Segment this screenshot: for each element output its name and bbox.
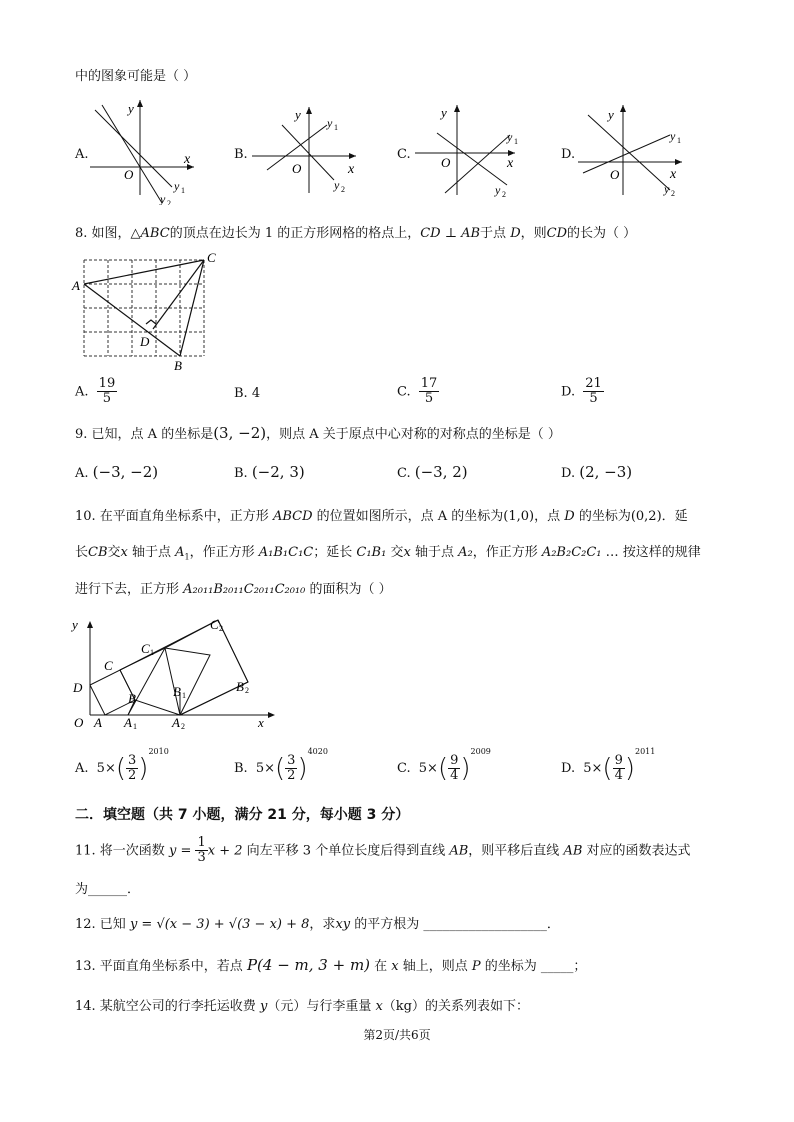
q10-label-b1: B — [173, 684, 181, 699]
q7-graph-b — [252, 95, 362, 205]
q9-option-c: C. (−3, 2) — [397, 463, 468, 481]
q7d-origin: O — [610, 167, 620, 182]
q10-option-d: D. 5×( $\frac{9}{4}$ )$^{2011}$ — [561, 747, 656, 784]
q7b-origin: O — [292, 161, 302, 176]
q10-label-c: C — [104, 658, 113, 673]
q7-option-a-label: A. — [75, 147, 89, 162]
q7a-y2-sub: 2 — [167, 199, 171, 205]
q7d-y1: y — [670, 129, 676, 143]
q10-label-a2-sub: 2 — [181, 722, 185, 730]
q7a-y1-sub: 1 — [181, 186, 185, 195]
q10-label-d: D — [73, 680, 83, 695]
q9-option-b: B. (−2, 3) — [234, 463, 305, 481]
q10-stem-line1: 10. 在平面直角坐标系中，正方形 ABCD 的位置如图所示，点 A 的坐标为(1,0)，点 D 的坐标为(0,2)．延 — [75, 509, 688, 524]
q13-line: 13. 平面直角坐标系中，若点 P(4 − m, 3 + m) 在 x 轴上，则点 P 的坐标为 _____； — [75, 956, 587, 974]
section-2-heading: 二．填空题（共 7 小题，满分 21 分，每小题 3 分） — [75, 807, 410, 823]
q7b-y1: y — [327, 116, 333, 130]
q10-label-b2: B — [236, 679, 244, 694]
q11-line2: 为______． — [75, 882, 141, 897]
q10-option-c: C. 5×( $\frac{9}{4}$ )$^{2009}$ — [397, 747, 491, 784]
q7d-y1-sub: 1 — [677, 136, 681, 145]
q10-option-a: A. 5×( $\frac{3}{2}$ )$^{2010}$ — [75, 747, 169, 784]
q7-graph-d — [578, 95, 698, 205]
q7-graph-a — [90, 95, 200, 205]
q7b-y1-sub: 1 — [334, 123, 338, 132]
q7b-x-label: x — [348, 162, 355, 177]
q7d-y-label: y — [608, 107, 614, 122]
q7a-origin: O — [124, 167, 134, 182]
q7-option-d-label: D. — [561, 147, 576, 162]
q7d-y2: y — [664, 182, 670, 196]
q8-label-a: A — [72, 278, 80, 293]
q10-label-y: y — [72, 617, 78, 632]
q7b-y2: y — [334, 178, 340, 192]
q7a-y-label: y — [128, 101, 134, 116]
q10-figure — [68, 615, 283, 730]
q11-line1: 11. 将一次函数 y = $\frac{1}{3}$ x + 2 向左平移 3 个单位长度后得到直线 AB，则平移后直线 AB 对应的函数表达式 — [75, 835, 691, 866]
q10-stem-line2: 长CB交x 轴于点 $A_1$，作正方形 A₁B₁C₁C；延长 C₁B₁ 交x 轴于点 A₂，作正方形 A₂B₂C₂C₁ … 按这样的规律 — [75, 545, 701, 562]
q8-label-c: C — [207, 250, 216, 265]
q7d-y2-sub: 2 — [671, 189, 675, 198]
q7-option-b-label: B. — [234, 147, 248, 162]
q7d-x-label: x — [670, 167, 677, 182]
q10-label-c2: C — [210, 617, 219, 632]
q10-stem-line3: 进行下去，正方形 A₂₀₁₁B₂₀₁₁C₂₀₁₁C₂₀₁₀ 的面积为（ ） — [75, 582, 392, 597]
q10-label-c2-sub: 2 — [219, 624, 223, 633]
q14-line: 14. 某航空公司的行李托运收费 y（元）与行李重量 x（kg）的关系列表如下： — [75, 999, 529, 1014]
q9-option-a: A. (−3, −2) — [75, 463, 159, 481]
q10-label-o: O — [74, 715, 84, 730]
q10-label-a: A — [94, 715, 102, 730]
q10-label-a1: A — [124, 715, 132, 730]
page-footer: 第2页/共6页 — [363, 1028, 431, 1042]
q8-stem: 8. 如图，△ABC的顶点在边长为 1 的正方形网格的格点上，CD ⊥ AB于点 D，则CD的长为（ ） — [75, 226, 637, 241]
q7c-y1-sub: 1 — [514, 137, 518, 146]
q12-line: 12. 已知 y = √(x − 3) + √(3 − x) + 8，求xy 的平方根为 ___________________． — [75, 917, 560, 932]
q10-label-b: B — [128, 691, 136, 706]
q7a-y2: y — [160, 192, 166, 205]
q7a-x-label: x — [184, 152, 191, 167]
q9-stem: 9. 已知，点 A 的坐标是(3, −2)，则点 A 关于原点中心对称的对称点的坐标是（ ） — [75, 424, 561, 442]
q8-label-d: D — [140, 334, 150, 349]
q7b-y2-sub: 2 — [341, 185, 345, 194]
q7c-y2: y — [495, 183, 501, 197]
q7-graph-c — [415, 95, 530, 205]
q7c-origin: O — [441, 155, 451, 170]
q10-option-b: B. 5×( $\frac{3}{2}$ )$^{4020}$ — [234, 747, 328, 784]
q10-label-b1-sub: 1 — [182, 691, 186, 700]
q8-option-d: D. $\frac{21}{5}$ — [561, 376, 602, 407]
q10-label-b2-sub: 2 — [245, 686, 249, 695]
q7b-y-label: y — [295, 107, 301, 122]
q10-label-a2: A — [172, 715, 180, 730]
q7c-x-label: x — [507, 156, 514, 171]
q8-figure — [70, 250, 220, 372]
q7a-y1: y — [174, 179, 180, 193]
q10-label-c1-sub: 1 — [150, 648, 154, 657]
q8-option-c: C. $\frac{17}{5}$ — [397, 376, 438, 407]
q9-option-d: D. (2, −3) — [561, 463, 633, 481]
q8-option-b: B. 4 — [234, 386, 261, 401]
q10-label-x: x — [258, 715, 264, 730]
q10-label-a1-sub: 1 — [133, 722, 137, 730]
q7-option-c-label: C. — [397, 147, 411, 162]
q7c-y-label: y — [441, 105, 447, 120]
q7c-y1: y — [507, 130, 513, 144]
q8-option-a: A. $\frac{19}{5}$ — [75, 376, 116, 407]
q10-label-c1: C — [141, 641, 150, 656]
q8-label-b: B — [174, 358, 182, 372]
q7-stem-tail: 中的图象可能是（ ） — [75, 69, 197, 84]
q7c-y2-sub: 2 — [502, 190, 506, 199]
